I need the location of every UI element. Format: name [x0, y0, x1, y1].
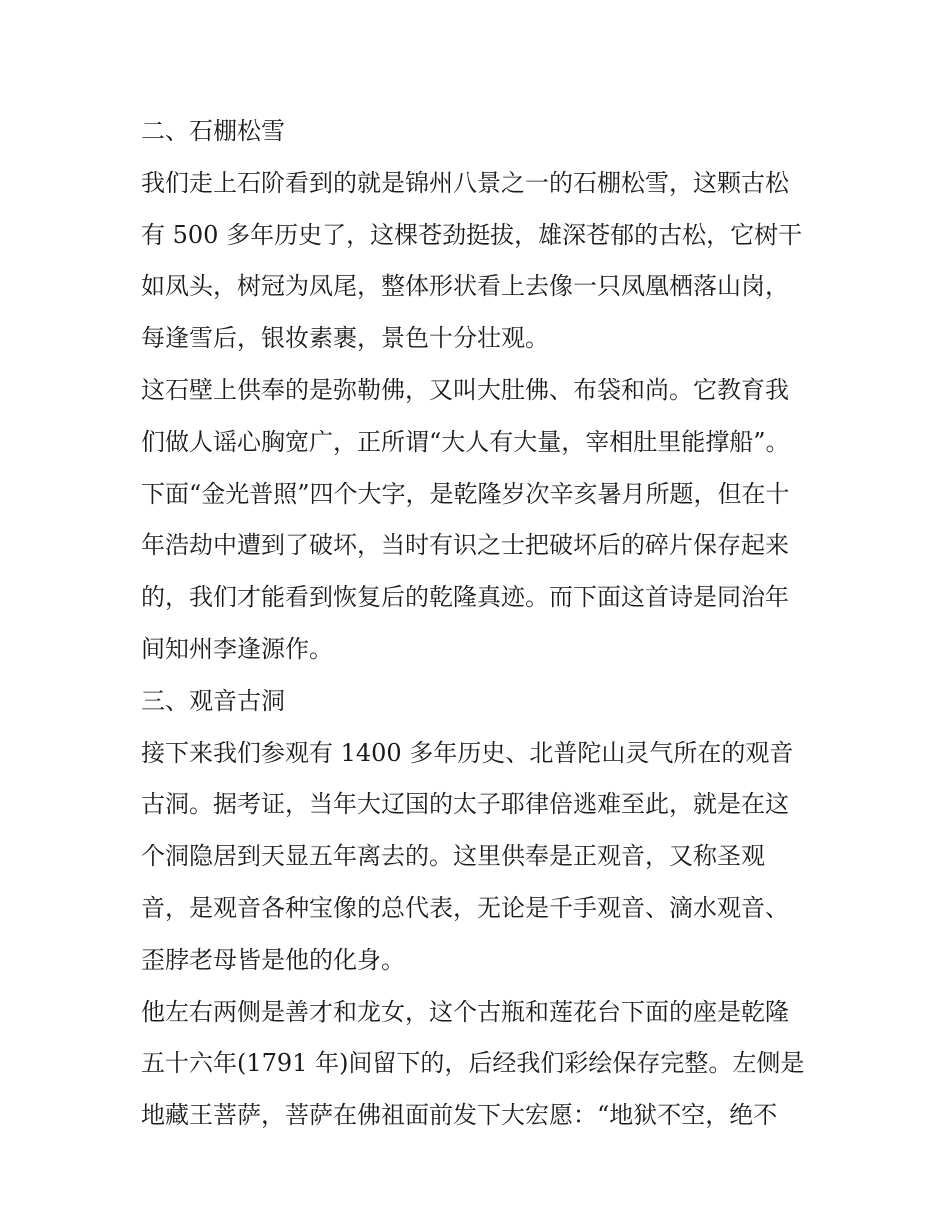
section-heading: 三、观音古洞	[141, 686, 285, 715]
paragraph-line: 如凤头，树冠为凤尾，整体形状看上去像一只凤凰栖落山岗，	[141, 272, 789, 301]
paragraph-line: 间知州李逢源作。	[141, 634, 333, 663]
paragraph-line: 的，我们才能看到恢复后的乾隆真迹。而下面这首诗是同治年	[141, 583, 789, 612]
paragraph-line: 这石壁上供奉的是弥勒佛，又叫大肚佛、布袋和尚。它教育我	[141, 375, 789, 404]
paragraph-line: 地藏王菩萨，菩萨在佛祖面前发下大宏愿：“地狱不空，绝不	[141, 1101, 778, 1130]
paragraph-line: 下面“金光普照”四个大字，是乾隆岁次辛亥暑月所题，但在十	[141, 479, 790, 508]
document-body	[141, 113, 821, 1149]
paragraph-line: 接下来我们参观有 1400 多年历史、北普陀山灵气所在的观音	[141, 738, 794, 767]
paragraph-line: 五十六年(1791 年)间留下的，后经我们彩绘保存完整。左侧是	[141, 1049, 805, 1078]
paragraph-line: 们做人谣心胸宽广，正所谓“大人有大量，宰相肚里能撑船”。	[141, 427, 790, 456]
paragraph-line: 有 500 多年历史了，这棵苍劲挺拔，雄深苍郁的古松，它树干	[141, 220, 803, 249]
paragraph-line: 音，是观音各种宝像的总代表，无论是千手观音、滴水观音、	[141, 893, 789, 922]
paragraph-line: 年浩劫中遭到了破坏，当时有识之士把破坏后的碎片保存起来	[141, 531, 789, 560]
paragraph-line: 每逢雪后，银妆素裹，景色十分壮观。	[141, 324, 549, 353]
paragraph-line: 歪脖老母皆是他的化身。	[141, 945, 405, 974]
paragraph-line: 古洞。据考证，当年大辽国的太子耶律倍逃难至此，就是在这	[141, 790, 789, 819]
paragraph-line: 他左右两侧是善才和龙女，这个古瓶和莲花台下面的座是乾隆	[141, 997, 789, 1026]
paragraph-line: 个洞隐居到天显五年离去的。这里供奉是正观音，又称圣观	[141, 842, 765, 871]
section-heading: 二、石棚松雪	[141, 117, 285, 145]
paragraph-line: 我们走上石阶看到的就是锦州八景之一的石棚松雪，这颗古松	[141, 168, 789, 197]
